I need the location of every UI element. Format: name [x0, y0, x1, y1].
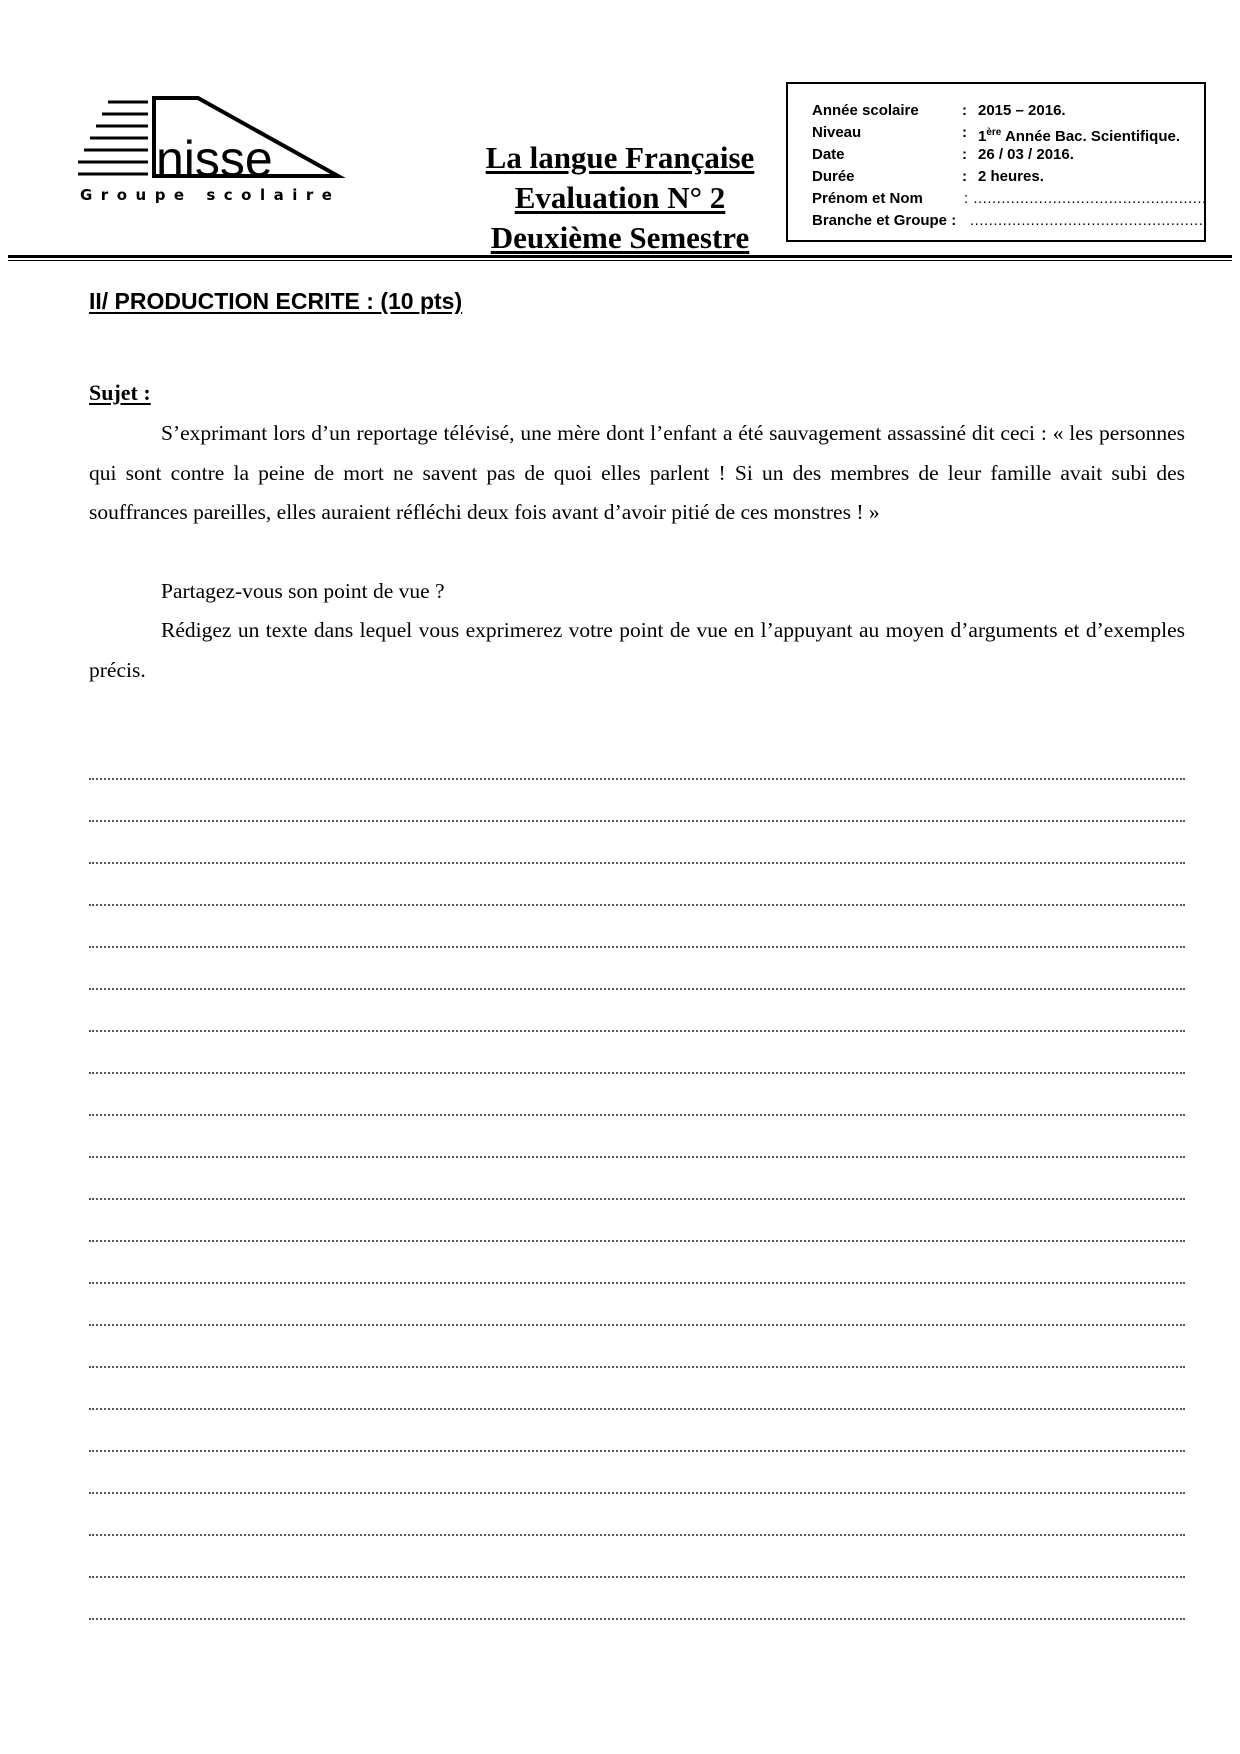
answer-line[interactable] — [89, 1410, 1185, 1452]
info-value: 2 heures. — [978, 168, 1044, 185]
answer-line[interactable] — [89, 1074, 1185, 1116]
answer-line[interactable] — [89, 780, 1185, 822]
answer-line[interactable] — [89, 1326, 1185, 1368]
answer-line[interactable] — [89, 822, 1185, 864]
answer-line[interactable] — [89, 864, 1185, 906]
info-label: Durée — [812, 168, 855, 185]
info-value: 26 / 03 / 2016. — [978, 146, 1074, 163]
info-value: 1ère Année Bac. Scientifique. — [978, 127, 1181, 145]
answer-line[interactable] — [89, 1032, 1185, 1074]
name-field[interactable]: : .................................................. — [964, 190, 1207, 207]
title-line-semester: Deuxième Semestre — [490, 220, 750, 255]
answer-line[interactable] — [89, 1116, 1185, 1158]
info-value: 2015 – 2016. — [978, 102, 1066, 119]
header-divider — [8, 255, 1232, 258]
info-colon: : — [962, 102, 967, 119]
title-line-evaluation: Evaluation N° 2 — [514, 180, 726, 215]
answer-line[interactable] — [89, 1368, 1185, 1410]
title-line-subject: La langue Française — [485, 140, 755, 175]
question-paragraph: Partagez-vous son point de vue ? — [161, 579, 445, 603]
exam-title — [460, 138, 780, 258]
info-label: Date — [812, 146, 845, 163]
info-colon: : — [962, 168, 967, 185]
exam-info-box — [786, 82, 1209, 242]
logo-name: nisse — [156, 131, 273, 187]
info-colon: : — [962, 124, 967, 141]
answer-line[interactable] — [89, 1200, 1185, 1242]
branch-field[interactable]: ................................................... — [970, 212, 1209, 229]
answer-line[interactable] — [89, 948, 1185, 990]
subject-paragraph: S’exprimant lors d’un reportage télévisé, une mère dont l’enfant a été sauvagement assassiné dit ceci : « les personnes qui sont contre la peine de mort ne savent pas de quoi elles parlent ! Si un des membres de leur famille avait subi des souffrances pareilles, elles auraient réfléchi deux fois avant d’avoir pitié de ces monstres ! » — [89, 421, 1185, 524]
answer-area[interactable] — [89, 738, 1185, 1620]
logo-subtitle: Groupe scolaire — [80, 186, 341, 204]
answer-line[interactable] — [89, 990, 1185, 1032]
info-label: Prénom et Nom — [812, 190, 923, 207]
answer-line[interactable] — [89, 1242, 1185, 1284]
header-divider-thin — [8, 260, 1232, 261]
info-label: Année scolaire — [812, 102, 919, 119]
answer-line[interactable] — [89, 1536, 1185, 1578]
answer-line[interactable] — [89, 1578, 1185, 1620]
answer-line[interactable] — [89, 906, 1185, 948]
info-label: Branche et Groupe : — [812, 212, 957, 229]
section-title: II/ PRODUCTION ECRITE : (10 pts) — [89, 288, 463, 314]
answer-line[interactable] — [89, 738, 1185, 780]
info-label: Niveau — [812, 124, 862, 141]
answer-line[interactable] — [89, 1452, 1185, 1494]
answer-line[interactable] — [89, 1284, 1185, 1326]
sujet-label: Sujet : — [89, 380, 151, 405]
info-colon: : — [962, 146, 967, 163]
answer-line[interactable] — [89, 1158, 1185, 1200]
instruction-paragraph: Rédigez un texte dans lequel vous exprimerez votre point de vue en l’appuyant au moyen d’arguments et d’exemples précis. — [89, 618, 1185, 682]
answer-line[interactable] — [89, 1494, 1185, 1536]
